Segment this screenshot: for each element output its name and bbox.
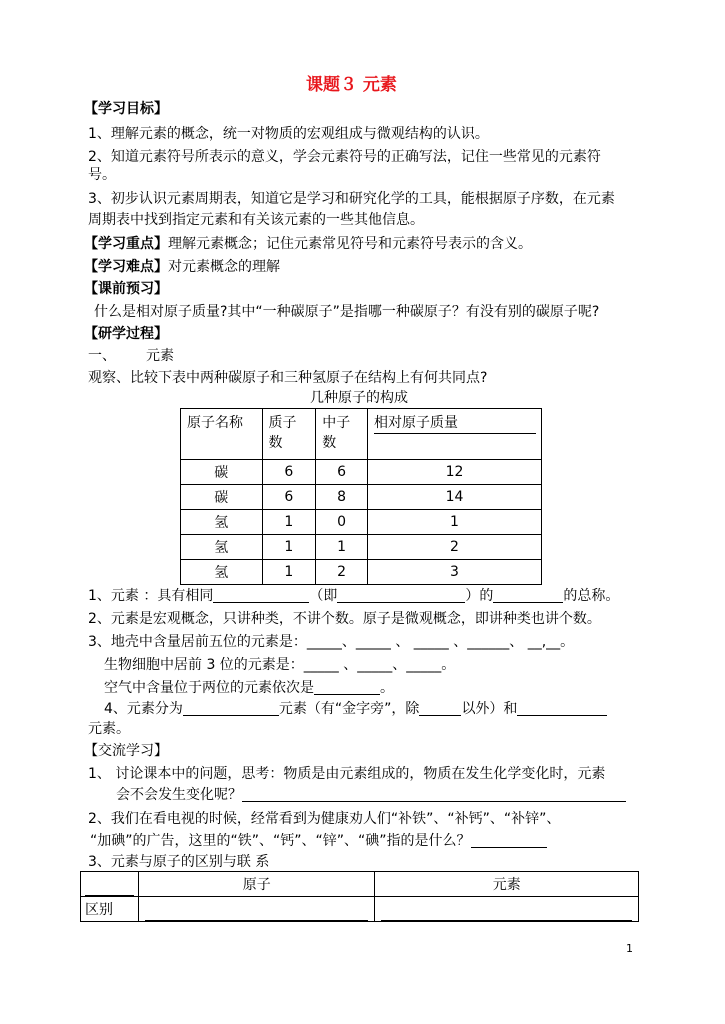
- exchange-q3: 3、元素与原子的区别与联 系: [88, 854, 270, 870]
- blank-answer-field[interactable]: [213, 588, 309, 603]
- atom-element-comparison-table: [80, 871, 639, 922]
- objective-item-1: 1、理解元素的概念，统一对物质的宏观组成与微观结构的认识。: [88, 126, 489, 142]
- fill-text: 元素（有“金字旁”，除: [278, 701, 420, 717]
- fill-text: 。: [380, 680, 394, 696]
- blank-answer-field[interactable]: [337, 588, 465, 603]
- key-point-label: 【学习重点】: [84, 236, 168, 252]
- comparison-header-atom: 原子: [138, 872, 375, 897]
- atom-composition-table: [180, 408, 542, 585]
- cell-protons: 1: [262, 560, 316, 585]
- comparison-header-row: [81, 872, 639, 897]
- atom-table-header-row: [181, 409, 542, 460]
- header-protons: 质子 数: [262, 409, 316, 460]
- fill-text: 会不会发生变化呢？: [116, 787, 242, 803]
- atom-table-caption: 几种原子的构成: [310, 390, 408, 406]
- cell-protons: 1: [262, 510, 316, 535]
- fill-line-cell-elements: 生物细胞中居前 3 位的元素是：_____ 、_____、_____。: [104, 657, 456, 673]
- cell-neutrons: 2: [316, 560, 368, 585]
- table-row: [181, 485, 542, 510]
- difficulty: [84, 258, 280, 276]
- fill-text: 4、元素分为: [104, 701, 183, 717]
- cell-atom-name: 氢: [181, 560, 263, 585]
- cell-relative-mass: 3: [368, 560, 542, 585]
- comparison-cell-atom[interactable]: [138, 897, 375, 922]
- comparison-row-label: 区别: [81, 897, 139, 922]
- objective-item-2: 2、知道元素符号所表示的意义，学会元素符号的正确写法，记住一些常见的元素符: [88, 149, 601, 165]
- header-relative-mass: 相对原子质量: [368, 409, 542, 460]
- table-row: [181, 535, 542, 560]
- table-row: [181, 510, 542, 535]
- blank-answer-field[interactable]: [517, 701, 607, 716]
- fill-line-element-types: [104, 700, 607, 718]
- page-number: 1: [626, 942, 633, 955]
- comparison-row-difference: [81, 897, 639, 922]
- fill-line-macro-concept: 2、元素是宏观概念，只讲种类，不讲个数。原子是微观概念，即讲种类也讲个数。: [88, 611, 601, 627]
- fill-text: 1、元素 ：具有相同: [88, 588, 214, 604]
- cell-protons: 1: [262, 535, 316, 560]
- key-point-text: 理解元素概念；记住元素常见符号和元素符号表示的含义。: [168, 236, 532, 252]
- blank-answer-field[interactable]: [493, 588, 563, 603]
- objective-item-3-cont: 周期表中找到指定元素和有关该元素的一些其他信息。: [88, 212, 424, 228]
- comparison-header-empty: [81, 872, 139, 897]
- exchange-q2-cont: [90, 832, 547, 850]
- process-header: 【研学过程】: [84, 326, 168, 342]
- exchange-q1-cont: [116, 786, 626, 804]
- fill-line-crust-elements: 3、地壳中含量居前五位的元素是：_____、_____ 、 _____ 、______、 __,__。: [88, 634, 575, 650]
- cell-neutrons: 8: [316, 485, 368, 510]
- fill-text: 的总称。: [563, 588, 620, 604]
- section-number: 一、: [88, 348, 116, 364]
- header-neutrons: 中子 数: [316, 409, 368, 460]
- fill-text: “加碘”的广告，这里的“铁”、“钙”、“锌”、“碘”指的是什么？: [90, 833, 471, 849]
- observe-instruction: 观察、比较下表中两种碳原子和三种氢原子在结构上有何共同点?: [88, 370, 488, 386]
- table-row: [181, 460, 542, 485]
- objective-item-2-cont: 号。: [88, 167, 116, 183]
- key-point: [84, 235, 532, 253]
- cell-relative-mass: 1: [368, 510, 542, 535]
- cell-atom-name: 碳: [181, 460, 263, 485]
- fill-text: （即: [309, 588, 338, 604]
- preview-question: 什么是相对原子质量?其中“一种碳原子”是指哪一种碳原子？有没有别的碳原子呢?: [94, 304, 600, 320]
- exchange-header: 【交流学习】: [84, 743, 168, 759]
- difficulty-text: 对元素概念的理解: [168, 259, 280, 275]
- cell-protons: 6: [262, 485, 316, 510]
- comparison-header-element: 元素: [375, 872, 639, 897]
- fill-text: ）的: [465, 588, 494, 604]
- preview-header: 【课前预习】: [84, 281, 168, 297]
- header-atom-name: 原子名称: [181, 409, 263, 460]
- difficulty-label: 【学习难点】: [84, 259, 168, 275]
- cell-relative-mass: 14: [368, 485, 542, 510]
- table-row: [181, 560, 542, 585]
- page-title: 课题３ 元素: [306, 75, 397, 95]
- cell-neutrons: 0: [316, 510, 368, 535]
- objectives-header: 【学习目标】: [84, 101, 168, 117]
- cell-atom-name: 碳: [181, 485, 263, 510]
- blank-answer-field[interactable]: [314, 680, 380, 695]
- exchange-q1: 1、 讨论课本中的问题，思考：物质是由元素组成的，物质在发生化学变化时，元素: [88, 766, 606, 782]
- blank-answer-field[interactable]: [471, 833, 547, 848]
- comparison-cell-element[interactable]: [375, 897, 639, 922]
- cell-atom-name: 氢: [181, 510, 263, 535]
- cell-protons: 6: [262, 460, 316, 485]
- fill-line-air-elements: [104, 679, 394, 697]
- blank-answer-field[interactable]: [419, 701, 461, 716]
- section-title: 元素: [146, 348, 174, 364]
- fill-text: 空气中含量位于两位的元素依次是: [104, 680, 314, 696]
- cell-relative-mass: 12: [368, 460, 542, 485]
- fill-line-element-definition: [88, 587, 619, 605]
- fill-text: 以外）和: [461, 701, 518, 717]
- cell-atom-name: 氢: [181, 535, 263, 560]
- fill-line-element-types-cont: 元素。: [88, 721, 130, 737]
- cell-neutrons: 6: [316, 460, 368, 485]
- objective-item-3: 3、初步认识元素周期表，知道它是学习和研究化学的工具，能根据原子序数，在元素: [88, 191, 615, 207]
- exchange-q2: 2、我们在看电视的时候，经常看到为健康劝人们“补铁”、“补钙”、“补锌”、: [88, 811, 561, 827]
- blank-answer-field[interactable]: [183, 701, 279, 716]
- cell-neutrons: 1: [316, 535, 368, 560]
- cell-relative-mass: 2: [368, 535, 542, 560]
- blank-answer-field[interactable]: [242, 787, 626, 802]
